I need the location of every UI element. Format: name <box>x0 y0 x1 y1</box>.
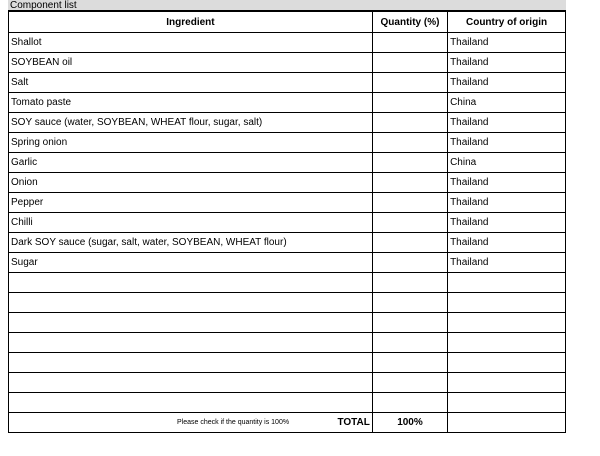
header-quantity: Quantity (%) <box>372 12 447 33</box>
origin-cell[interactable] <box>448 393 566 413</box>
quantity-cell[interactable] <box>372 373 447 393</box>
origin-cell[interactable]: Thailand <box>448 173 566 193</box>
quantity-cell[interactable] <box>372 273 447 293</box>
origin-cell[interactable]: Thailand <box>448 73 566 93</box>
origin-cell[interactable]: Thailand <box>448 253 566 273</box>
origin-cell[interactable]: Thailand <box>448 133 566 153</box>
origin-cell[interactable] <box>448 373 566 393</box>
table-row <box>9 173 566 193</box>
ingredient-cell[interactable] <box>9 273 373 293</box>
origin-cell[interactable]: Thailand <box>448 193 566 213</box>
table-row <box>9 53 566 73</box>
quantity-cell[interactable] <box>372 73 447 93</box>
empty-row <box>9 373 566 393</box>
quantity-cell[interactable] <box>372 293 447 313</box>
header-ingredient: Ingredient <box>9 12 373 33</box>
component-table <box>8 11 566 433</box>
ingredient-cell[interactable]: Shallot <box>9 33 373 53</box>
origin-cell[interactable] <box>448 293 566 313</box>
total-quantity: 100% <box>372 413 447 433</box>
ingredient-cell[interactable]: Spring onion <box>9 133 373 153</box>
ingredient-cell[interactable] <box>9 313 373 333</box>
ingredient-cell[interactable]: SOY sauce (water, SOYBEAN, WHEAT flour, sugar, salt) <box>9 113 373 133</box>
table-row <box>9 133 566 153</box>
origin-cell[interactable]: Thailand <box>448 53 566 73</box>
empty-row <box>9 273 566 293</box>
ingredient-cell[interactable]: Sugar <box>9 253 373 273</box>
ingredient-cell[interactable] <box>9 333 373 353</box>
origin-cell[interactable] <box>448 333 566 353</box>
quantity-cell[interactable] <box>372 153 447 173</box>
quantity-cell[interactable] <box>372 353 447 373</box>
table-row <box>9 93 566 113</box>
origin-cell[interactable]: Thailand <box>448 233 566 253</box>
quantity-cell[interactable] <box>372 393 447 413</box>
ingredient-cell[interactable] <box>9 393 373 413</box>
ingredient-cell[interactable]: SOYBEAN oil <box>9 53 373 73</box>
ingredient-cell[interactable]: Pepper <box>9 193 373 213</box>
ingredient-cell[interactable] <box>9 293 373 313</box>
quantity-cell[interactable] <box>372 33 447 53</box>
ingredient-cell[interactable]: Garlic <box>9 153 373 173</box>
ingredient-cell[interactable] <box>9 373 373 393</box>
quantity-cell[interactable] <box>372 53 447 73</box>
quantity-cell[interactable] <box>372 193 447 213</box>
total-origin-cell <box>448 413 566 433</box>
quantity-cell[interactable] <box>372 113 447 133</box>
quantity-cell[interactable] <box>372 233 447 253</box>
quantity-cell[interactable] <box>372 133 447 153</box>
header-row <box>9 12 566 33</box>
table-row <box>9 153 566 173</box>
component-list-sheet <box>8 0 566 433</box>
ingredient-cell[interactable]: Chilli <box>9 213 373 233</box>
origin-cell[interactable]: Thailand <box>448 113 566 133</box>
ingredient-cell[interactable]: Dark SOY sauce (sugar, salt, water, SOYBEAN, WHEAT flour) <box>9 233 373 253</box>
origin-cell[interactable]: China <box>448 153 566 173</box>
empty-row <box>9 353 566 373</box>
empty-row <box>9 333 566 353</box>
ingredient-cell[interactable] <box>9 353 373 373</box>
table-row <box>9 113 566 133</box>
origin-cell[interactable] <box>448 313 566 333</box>
origin-cell[interactable]: Thailand <box>448 213 566 233</box>
origin-cell[interactable] <box>448 353 566 373</box>
table-row <box>9 213 566 233</box>
ingredient-cell[interactable]: Tomato paste <box>9 93 373 113</box>
origin-cell[interactable]: China <box>448 93 566 113</box>
ingredient-cell[interactable]: Onion <box>9 173 373 193</box>
total-label: TOTAL <box>337 417 370 428</box>
table-row <box>9 193 566 213</box>
table-body <box>9 33 566 433</box>
quantity-cell[interactable] <box>372 93 447 113</box>
empty-row <box>9 313 566 333</box>
table-row <box>9 33 566 53</box>
table-row <box>9 253 566 273</box>
header-origin: Country of origin <box>448 12 566 33</box>
origin-cell[interactable]: Thailand <box>448 33 566 53</box>
section-title: Component list <box>8 0 566 11</box>
ingredient-cell[interactable]: Salt <box>9 73 373 93</box>
empty-row <box>9 293 566 313</box>
quantity-cell[interactable] <box>372 253 447 273</box>
quantity-cell[interactable] <box>372 213 447 233</box>
quantity-cell[interactable] <box>372 173 447 193</box>
origin-cell[interactable] <box>448 273 566 293</box>
total-label-cell <box>9 413 373 433</box>
quantity-cell[interactable] <box>372 313 447 333</box>
total-row <box>9 413 566 433</box>
quantity-check-note: Please check if the quantity is 100% <box>177 419 290 426</box>
table-row <box>9 233 566 253</box>
table-row <box>9 73 566 93</box>
quantity-cell[interactable] <box>372 333 447 353</box>
empty-row <box>9 393 566 413</box>
